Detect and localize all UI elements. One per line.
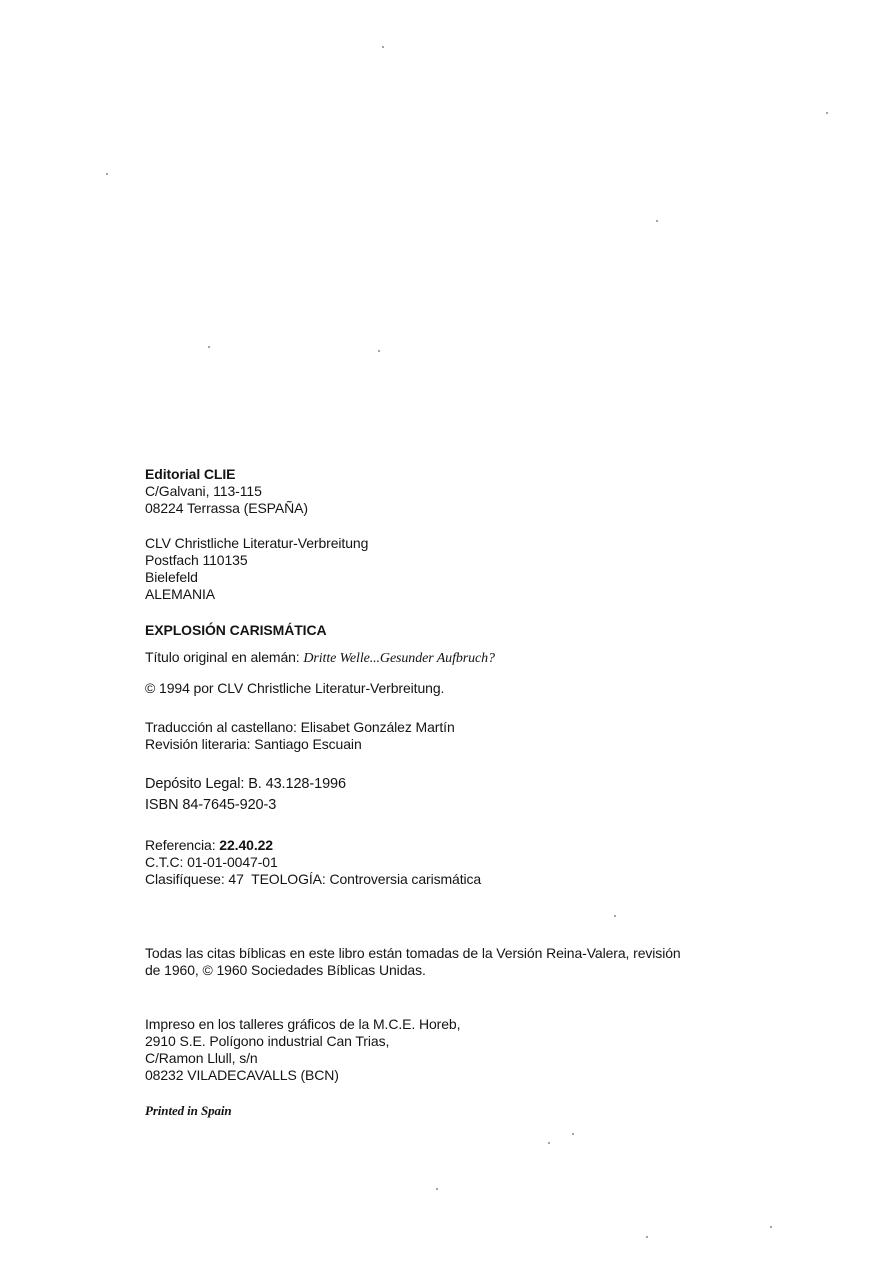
book-title: EXPLOSIÓN CARISMÁTICA [145,622,327,638]
scan-speck [646,1236,648,1238]
book-title-block [145,622,326,639]
scan-speck [378,350,380,352]
classification: Clasifíquese: 47 TEOLOGÍA: Controversia carismática [145,871,482,887]
original-publisher-country: ALEMANIA [145,586,215,602]
printer-line-2: 2910 S.E. Polígono industrial Can Trias, [145,1033,390,1049]
scan-speck [382,46,384,48]
original-publisher-block [145,535,368,603]
scan-speck [656,220,658,222]
scan-speck [106,173,108,175]
bible-note-line-2: de 1960, © 1960 Sociedades Bíblicas Unidas. [145,962,426,978]
publisher-address: C/Galvani, 113-115 [145,483,262,499]
reference-value: 22.40.22 [219,837,273,853]
scan-speck [208,346,210,348]
scan-speck [572,1133,574,1135]
bible-note-line-1: Todas las citas bíblicas en este libro están tomadas de la Versión Reina-Valera, revisión [145,945,681,961]
copyright-block [145,680,444,697]
scan-speck [614,915,616,917]
copyright-line: © 1994 por CLV Christliche Literatur-Verbreitung. [145,680,445,696]
printer-line-1: Impreso en los talleres gráficos de la M.C.E. Horeb, [145,1016,461,1032]
scan-speck [436,1188,438,1190]
credits-block [145,719,455,753]
legal-block [145,774,346,816]
publisher-city: 08224 Terrassa (ESPAÑA) [145,500,308,516]
original-title: Dritte Welle...Gesunder Aufbruch? [303,651,495,666]
scan-speck [548,1142,550,1144]
original-publisher-name: CLV Christliche Literatur-Verbreitung [145,535,369,551]
isbn: ISBN 84-7645-920-3 [145,797,277,813]
scan-speck [826,112,828,114]
reference-label: Referencia: [145,837,216,853]
printer-line-3: C/Ramon Llull, s/n [145,1050,258,1066]
original-publisher-postfach: Postfach 110135 [145,552,248,568]
translation-credit: Traducción al castellano: Elisabet González Martín [145,719,455,735]
printed-in-block [145,1102,232,1119]
revision-credit: Revisión literaria: Santiago Escuain [145,736,362,752]
bible-note-block [145,945,681,979]
ctc-code: C.T.C: 01-01-0047-01 [145,854,278,870]
printer-line-4: 08232 VILADECAVALLS (BCN) [145,1067,339,1083]
original-title-block [145,649,495,667]
printed-in: Printed in Spain [145,1103,232,1118]
reference-block [145,837,481,888]
printer-block [145,1016,460,1084]
deposito-legal: Depósito Legal: B. 43.128-1996 [145,776,346,792]
scan-speck [770,1226,772,1228]
original-publisher-city: Bielefeld [145,569,198,585]
original-title-label: Título original en alemán: [145,649,300,665]
publisher-block [145,466,308,517]
publisher-name: Editorial CLIE [145,466,236,482]
